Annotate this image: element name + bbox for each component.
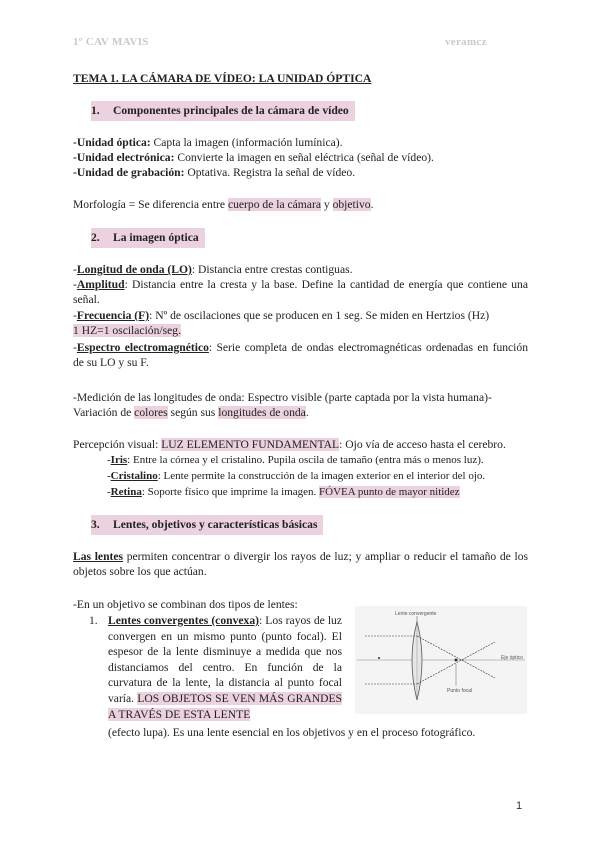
- term-label: Las lentes: [73, 550, 124, 563]
- percepcion-line: [73, 437, 528, 452]
- term-label: Cristalino: [110, 470, 158, 482]
- hz-line: [73, 323, 528, 338]
- component-grabacion: [73, 165, 528, 180]
- header-author: veramcz: [445, 36, 487, 48]
- highlight-colores: colores: [134, 406, 168, 419]
- percepcion-text: : Ojo vía de acceso hasta el cerebro.: [339, 438, 506, 451]
- term-label: Frecuencia (F): [76, 309, 150, 322]
- section-title: Lentes, objetivos y características básicas: [113, 518, 318, 531]
- focal-point: [455, 659, 458, 662]
- component-text: Capta la imagen (información lumínica).: [150, 136, 343, 149]
- morfologia-line: [73, 197, 528, 212]
- component-text: Optativa. Registra la señal de vídeo.: [184, 166, 356, 179]
- variacion-line: [73, 405, 528, 420]
- header-course: 1º CAV MAVIS: [73, 36, 149, 48]
- highlight-hz: 1 HZ=1 oscilación/seg.: [73, 324, 181, 337]
- term-text: : Nº de oscilaciones que se producen en 1 seg. Se miden en Hertzios (Hz): [149, 309, 490, 322]
- term-text: : Serie completa de ondas electromagnéticas ordenadas en función de su LO y su F.: [73, 341, 528, 369]
- espectro-line: -Espectro electromagnético: Serie completa de ondas electromagnéticas ordenadas en función de su LO y su F.: [73, 341, 528, 369]
- lens-diagram: [355, 606, 527, 714]
- section-number: 2.: [91, 231, 100, 244]
- component-label: -Unidad electrónica:: [73, 151, 175, 164]
- section-title: Componentes principales de la cámara de vídeo: [113, 104, 349, 117]
- focal-label: Punto focal: [447, 688, 473, 694]
- convergente-tail: (efecto lupa). Es una lente esencial en los objetivos y en el proceso fotográfico.: [108, 726, 476, 739]
- term-text: : Soporte físico que imprime la imagen.: [141, 486, 320, 498]
- frecuencia-line: -Frecuencia (F): Nº de oscilaciones que se producen en 1 seg. Se miden en Hertzios (Hz): [73, 309, 490, 322]
- section-heading-3: [91, 515, 546, 535]
- term-text: : Distancia entre la cresta y la base. Define la cantidad de energía que contiene una señal.: [73, 278, 528, 306]
- lentes-paragraph: [73, 549, 528, 579]
- object-point: [378, 657, 380, 659]
- term-text: : Lente permite la construcción de la imagen exterior en el interior del ojo.: [157, 470, 486, 482]
- highlight-cuerpo: cuerpo de la cámara: [227, 198, 321, 211]
- section-heading-1: [91, 101, 546, 121]
- retina-line: -Retina: Soporte físico que imprime la imagen. FÓVEA punto de mayor nitidez: [107, 486, 460, 498]
- lens-label: Lente convergente: [395, 611, 437, 617]
- highlight-objetivo: objetivo: [332, 198, 371, 211]
- lens-diagram-svg: [355, 606, 527, 714]
- term-label: Amplitud: [76, 278, 125, 291]
- list-number: 1.: [89, 614, 98, 627]
- variacion-text: Variación de: [73, 406, 135, 419]
- convergente-paragraph: [108, 613, 342, 722]
- medicion-line: -Medición de las longitudes de onda: Espectro visible (parte captada por la vista humana)-: [73, 391, 492, 404]
- term-text: : Distancia entre crestas contiguas.: [191, 263, 353, 276]
- longitud-onda-line: -Longitud de onda (LO): Distancia entre crestas contiguas.: [73, 263, 353, 276]
- amplitud-line: -Amplitud: Distancia entre la cresta y la base. Define la cantidad de energía que contiene una señal.: [73, 278, 528, 306]
- term-label: Espectro electromagnético: [76, 341, 209, 354]
- component-text: Convierte la imagen en señal eléctrica (señal de vídeo).: [174, 151, 434, 164]
- lentes-intro: -En un objetivo se combinan dos tipos de lentes:: [73, 598, 298, 611]
- variacion-text: según sus: [167, 406, 219, 419]
- morfologia-text: .: [370, 198, 374, 211]
- term-label: Iris: [110, 454, 128, 466]
- component-optica: [73, 135, 528, 150]
- axis-label: Eje óptico: [501, 655, 523, 661]
- variacion-text: .: [305, 406, 309, 419]
- highlight-luz: LUZ ELEMENTO FUNDAMENTAL: [161, 438, 340, 451]
- iris-line: -Iris: Entre la córnea y el cristalino. Pupila oscila de tamaño (entra más o menos luz).: [107, 454, 484, 466]
- highlight-longitudes: longitudes de onda: [218, 406, 306, 419]
- term-label: Longitud de onda (LO): [76, 263, 192, 276]
- morfologia-text: y: [320, 198, 333, 211]
- component-electronica: [73, 150, 528, 165]
- percepcion-text: Percepción visual:: [73, 438, 162, 451]
- term-text: permiten concentrar o divergir los rayos de luz; y ampliar o reducir el tamaño de los objetos sobre los que actúan.: [73, 550, 528, 578]
- highlight-objetos: LOS OBJETOS SE VEN MÁS GRANDES A TRAVÉS DE ESTA LENTE: [108, 691, 342, 721]
- document-title: TEMA 1. LA CÁMARA DE VÍDEO: LA UNIDAD ÓPTICA: [73, 72, 372, 85]
- term-label: Retina: [110, 486, 142, 498]
- section-number: 1.: [91, 104, 100, 117]
- highlight-fovea: FÓVEA punto de mayor nitidez: [319, 486, 460, 498]
- component-label: -Unidad óptica:: [73, 136, 151, 149]
- morfologia-text: Morfología = Se diferencia entre: [73, 198, 228, 211]
- component-label: -Unidad de grabación:: [73, 166, 185, 179]
- page-number: 1: [516, 800, 523, 812]
- section-title: La imagen óptica: [113, 231, 199, 244]
- term-text: : Entre la córnea y el cristalino. Pupila oscila de tamaño (entra más o menos luz).: [127, 454, 484, 466]
- term-label: Lentes convergentes (convexa): [108, 614, 259, 627]
- section-number: 3.: [91, 518, 100, 531]
- term-text: : Los rayos de luz convergen en un mismo punto (punto focal). El espesor de la lente disminuye a medida que nos distanciamos del centro. En función de la curvatura de la lente, la distancia al punto focal varía.: [108, 614, 342, 705]
- cristalino-line: -Cristalino: Lente permite la construcción de la imagen exterior en el interior del ojo.: [107, 470, 486, 482]
- section-heading-2: [91, 228, 546, 248]
